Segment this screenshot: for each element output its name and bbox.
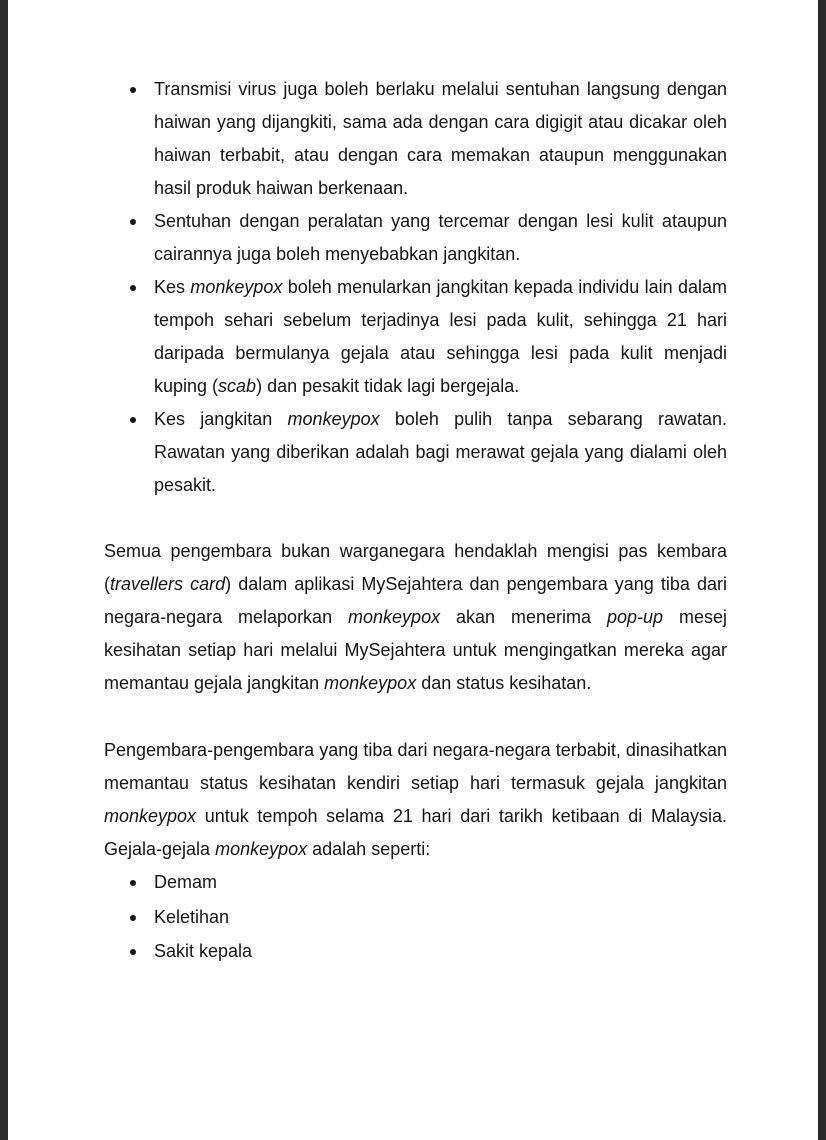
paragraph-travellers-card	[104, 535, 727, 700]
italic-term: monkeypox	[324, 673, 417, 693]
bullet-item	[104, 205, 727, 271]
paragraph-text: mesej kesihatan setiap hari melalui MySejahtera untuk mengingatkan mereka agar memantau gejala jangkitan	[104, 607, 728, 693]
document-page	[8, 0, 818, 1140]
italic-term: travellers card	[110, 574, 226, 594]
bullet-text: boleh menularkan jangkitan kepada individu lain dalam tempoh sehari sebelum terjadinya lesi pada kulit, sehingga 21 hari daripada bermulanya gejala atau sehingga lesi pada kulit menjadi kuping (	[154, 277, 727, 396]
spacer	[104, 502, 727, 535]
symptom-item: Sakit kepala	[104, 935, 727, 970]
paragraph-text: akan menerima	[440, 607, 607, 627]
italic-term: scab	[218, 376, 257, 396]
symptom-item: Demam	[104, 866, 727, 901]
italic-term: monkeypox	[215, 839, 308, 859]
spacer	[104, 700, 727, 734]
italic-term: pop-up	[606, 607, 664, 627]
paragraph-text: ) dalam aplikasi MySejahtera dan pengembara yang tiba dari negara-negara melaporkan	[104, 574, 728, 627]
paragraph-text: Semua pengembara bukan warganegara hendaklah mengisi pas kembara (	[104, 541, 727, 594]
bullet-text: Kes jangkitan	[154, 409, 288, 429]
bullet-text: boleh pulih tanpa sebarang rawatan. Rawatan yang diberikan adalah bagi merawat gejala yang dialami oleh pesakit.	[154, 409, 727, 495]
paragraph-text: dan status kesihatan.	[416, 673, 592, 693]
paragraph-text: adalah seperti:	[307, 839, 431, 859]
bullet-text: Kes	[154, 277, 191, 297]
italic-term: monkeypox	[287, 409, 380, 429]
bullet-item	[104, 73, 727, 205]
paragraph-text: untuk tempoh selama 21 hari dari tarikh ketibaan di Malaysia. Gejala-gejala	[104, 806, 727, 859]
bullet-text: Transmisi virus juga boleh berlaku melalui sentuhan langsung dengan haiwan yang dijangkiti, sama ada dengan cara digigit atau dicakar oleh haiwan terbabit, atau dengan cara memakan ataupun menggunakan hasil produk haiwan berkenaan.	[154, 79, 727, 198]
bullet-item	[104, 271, 727, 403]
italic-term: monkeypox	[348, 607, 441, 627]
transmission-bullet-list	[104, 73, 727, 502]
bullet-text: Sentuhan dengan peralatan yang tercemar dengan lesi kulit ataupun cairannya juga boleh menyebabkan jangkitan.	[154, 211, 727, 264]
italic-term: monkeypox	[190, 277, 283, 297]
symptoms-list	[104, 866, 727, 970]
paragraph-monitoring	[104, 734, 727, 866]
page-content	[104, 73, 727, 970]
italic-term: monkeypox	[104, 806, 197, 826]
paragraph-text: Pengembara-pengembara yang tiba dari negara-negara terbabit, dinasihatkan memantau status kesihatan kendiri setiap hari termasuk gejala jangkitan	[104, 740, 727, 793]
bullet-text: ) dan pesakit tidak lagi bergejala.	[256, 376, 520, 396]
symptom-item: Keletihan	[104, 901, 727, 936]
bullet-item	[104, 403, 727, 502]
